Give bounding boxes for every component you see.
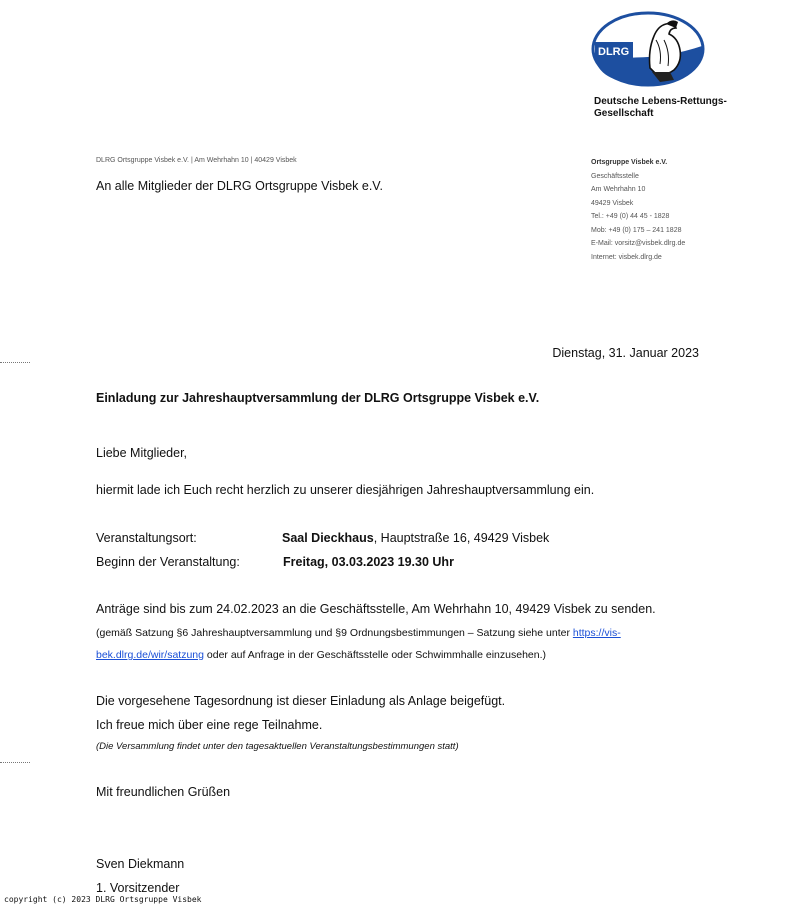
contact-website: Internet: visbek.dlrg.de [591,253,662,261]
statute-note-suffix: oder auf Anfrage in der Geschäftsstelle oder Schwimmhalle einzusehen.) [203,649,547,661]
contact-title: Ortsgruppe Visbek e.V. [591,159,668,166]
salutation: Liebe Mitglieder, [96,446,188,460]
agenda-sentence: Die vorgesehene Tagesordnung ist dieser Einladung als Anlage beigefügt. [96,694,506,708]
statute-note-line1 [96,627,621,639]
statute-link[interactable]: https://vis- [572,627,621,639]
contact-line: Am Wehrhahn 10 [591,186,646,193]
organization-name [594,96,727,120]
regulation-note: (Die Versammlung findet unter den tagesaktuellen Veranstaltungsbestimmungen statt) [96,741,459,752]
letter-date: Dienstag, 31. Januar 2023 [552,346,699,360]
fold-mark [0,762,30,763]
contact-line: 49429 Visbek [591,199,634,207]
location-venue: Saal Dieckhaus [282,531,374,545]
organization-name-line1: Deutsche Lebens-Rettungs- [594,96,727,107]
recipient: An alle Mitglieder der DLRG Ortsgruppe Visbek e.V. [96,179,383,193]
signatory-name: Sven Diekmann [96,857,185,871]
sender-address-line: DLRG Ortsgruppe Visbek e.V. | Am Wehrhahn 10 | 40429 Visbek [96,157,297,164]
statute-note-prefix: (gemäß Satzung §6 Jahreshauptversammlung und §9 Ordnungsbestimmungen – Satzung siehe unter [96,627,573,639]
fold-mark [0,362,30,363]
letter-subject: Einladung zur Jahreshauptversammlung der DLRG Ortsgruppe Visbek e.V. [96,391,540,405]
contact-email: E-Mail: vorsitz@visbek.dlrg.de [591,240,686,247]
logo-text: DLRG [598,46,630,58]
intro-paragraph: hiermit lade ich Euch recht herzlich zu unserer diesjährigen Jahreshauptversammlung ein. [96,483,595,497]
start-label: Beginn der Veranstaltung: [96,555,240,569]
statute-link-continued[interactable]: bek.dlrg.de/wir/satzung [96,649,204,661]
contact-line: Geschäftsstelle [591,172,639,180]
applications-paragraph: Anträge sind bis zum 24.02.2023 an die Geschäftsstelle, Am Wehrhahn 10, 49429 Visbek zu senden. [96,602,656,616]
contact-block [591,156,685,264]
start-value: Freitag, 03.03.2023 19.30 Uhr [283,555,454,569]
location-value [282,531,549,545]
statute-note-line2 [96,649,546,661]
signatory-role: 1. Vorsitzender [96,881,180,895]
contact-mobile: Mob: +49 (0) 175 – 241 1828 [591,226,682,234]
location-label: Veranstaltungsort: [96,531,197,545]
participation-sentence: Ich freue mich über eine rege Teilnahme. [96,718,323,732]
organization-name-line2: Gesellschaft [594,108,654,119]
closing-phrase: Mit freundlichen Grüßen [96,785,231,799]
location-address: , Hauptstraße 16, 49429 Visbek [373,531,550,545]
copyright-footer: copyright (c) 2023 DLRG Ortsgruppe Visbek [4,895,202,904]
contact-phone: Tel.: +49 (0) 44 45 - 1828 [591,213,670,220]
